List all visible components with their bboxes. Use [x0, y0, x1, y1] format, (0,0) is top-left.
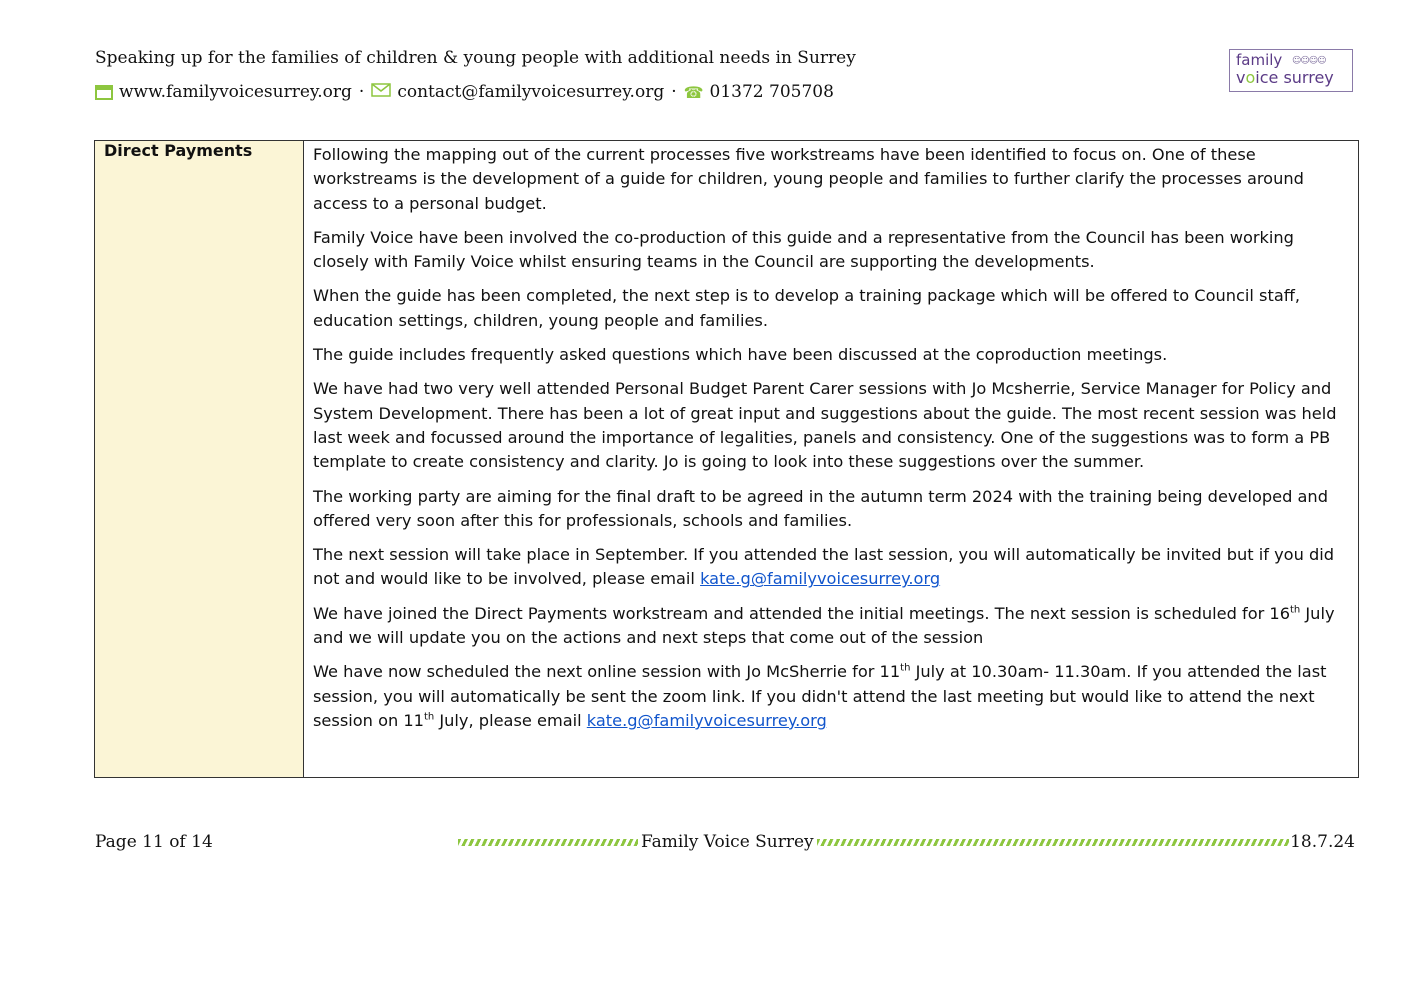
table-row: [95, 141, 1359, 778]
header-contacts: [95, 82, 834, 102]
paragraph: The next session will take place in September. If you attended the last session, you will automatically be invited but if you did not and would like to be involved, please email kate.g@familyvoicesurrey.org: [313, 545, 1335, 589]
email-link[interactable]: contact@familyvoicesurrey.org: [397, 82, 665, 102]
decorative-stripe: [817, 839, 1289, 846]
paragraph: We have joined the Direct Payments workstream and attended the initial meetings. The next session is scheduled for 16th July and we will update you on the actions and next steps that come out of the session: [313, 603, 1335, 648]
envelope-icon: [371, 82, 391, 102]
paragraph: When the guide has been completed, the next step is to develop a training package which will be offered to Council staff, education settings, children, young people and families.: [313, 286, 1301, 330]
topic-content-cell: [304, 141, 1359, 778]
topic-label-cell: [95, 141, 304, 778]
logo-word-voice-surrey: voice surrey: [1236, 68, 1334, 87]
paragraph: Family Voice have been involved the co-production of this guide and a representative from the Council has been working closely with Family Voice whilst ensuring teams in the Council are supporting the developments.: [313, 227, 1294, 272]
paragraph: We have now scheduled the next online session with Jo McSherrie for 11th July at 10.30am- 11.30am. If you attended the last session, you will automatically be sent the zoom link. If you didn't attend the last meeting but would like to attend the next session on 11th July, please email kate.g@familyvoicesurrey.org: [313, 662, 1327, 730]
paragraph: Following the mapping out of the current processes five workstreams have been identified to focus on. One of these workstreams is the development of a guide for children, young people and families to further clarify the processes around access to a personal budget.: [313, 145, 1304, 213]
paragraph: The working party are aiming for the final draft to be agreed in the autumn term 2024 with the training being developed and offered very soon after this for professionals, schools and families.: [313, 486, 1328, 530]
logo-word-family: family: [1236, 51, 1283, 69]
page-footer: [95, 832, 1355, 856]
topic-label: Direct Payments: [104, 141, 253, 160]
separator: ·: [358, 82, 365, 102]
website-link[interactable]: www.familyvoicesurrey.org: [119, 82, 352, 102]
header-tagline: Speaking up for the families of children & young people with additional needs in Surrey: [95, 48, 856, 68]
email-link[interactable]: kate.g@familyvoicesurrey.org: [586, 710, 827, 730]
update-table: [94, 140, 1359, 778]
decorative-stripe: [458, 839, 638, 846]
telephone-icon: ☎: [683, 82, 704, 102]
page-number: Page 11 of 14: [95, 832, 213, 852]
browser-window-icon: [95, 85, 113, 100]
paragraph: We have had two very well attended Personal Budget Parent Carer sessions with Jo Mcsherrie, Service Manager for Policy and System Development. There has been a lot of great input and suggestions about the guide. The most recent session was held last week and focussed around the importance of legalities, panels and consistency. One of the suggestions was to form a PB template to create consistency and clarity. Jo is going to look into these suggestions over the summer.: [313, 379, 1337, 472]
footer-org-name: Family Voice Surrey: [641, 832, 814, 852]
logo-faces-icon: ☺☺☺☺: [1292, 56, 1326, 66]
phone-number: 01372 705708: [709, 82, 834, 102]
separator: ·: [671, 82, 677, 102]
email-link[interactable]: kate.g@familyvoicesurrey.org: [700, 569, 941, 589]
paragraph: The guide includes frequently asked questions which have been discussed at the coproduction meetings.: [313, 345, 1168, 365]
footer-date: 18.7.24: [1290, 832, 1355, 852]
family-voice-surrey-logo: [1229, 49, 1353, 92]
